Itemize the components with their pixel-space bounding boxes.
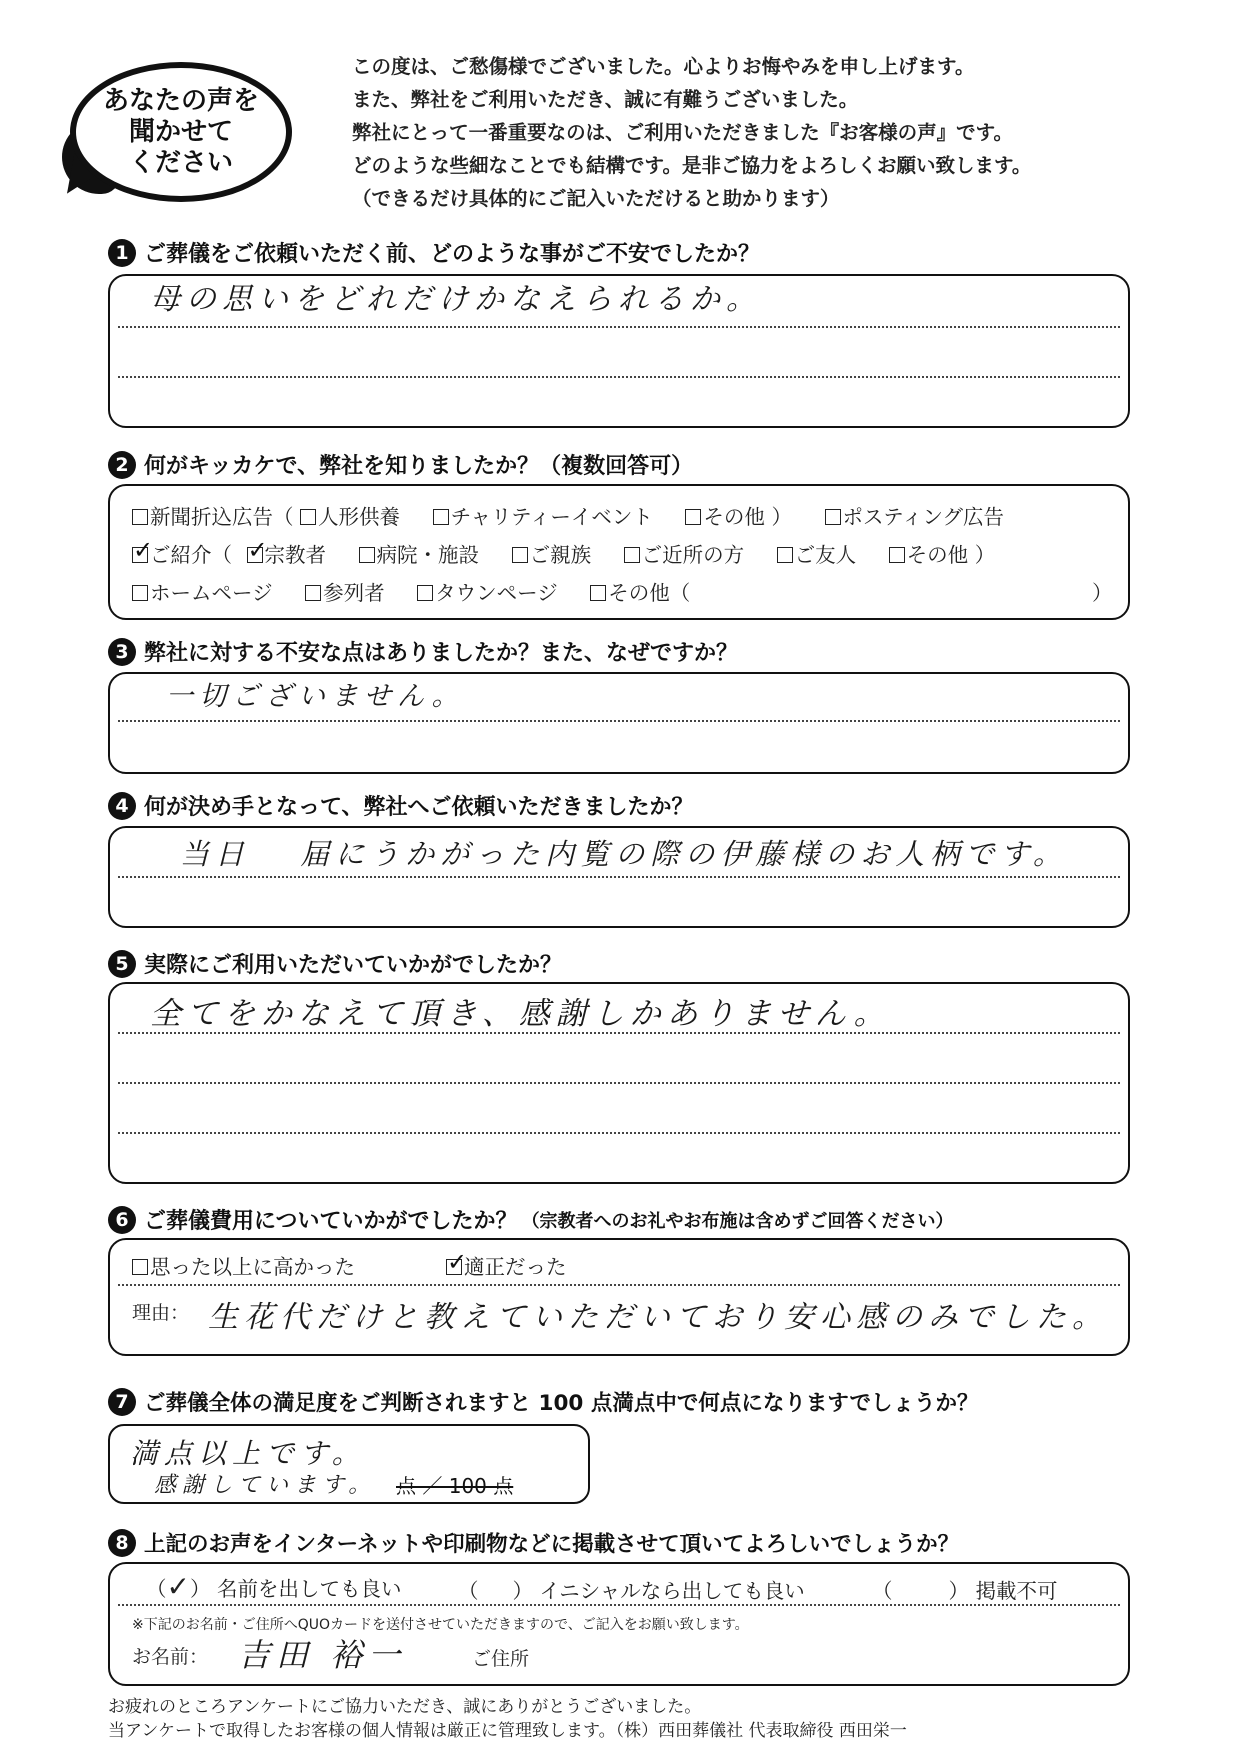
question-number: 8 — [108, 1529, 136, 1557]
checkbox[interactable] — [825, 509, 841, 525]
checkbox-checked[interactable] — [247, 547, 263, 563]
handwritten-answer: 当日 届にうかがった内覧の際の伊藤様のお人柄です。 — [180, 837, 1068, 871]
option-label: チャリティーイベント — [450, 505, 653, 529]
intro-line: （できるだけ具体的にご記入いただけると助かります） — [352, 187, 840, 210]
dotted-line — [118, 326, 1120, 328]
question-text: 実際にご利用いただいていかがでしたか？ — [144, 953, 563, 978]
checkbox[interactable] — [590, 585, 606, 601]
handwritten-score-line2: 感謝しています。 — [154, 1473, 377, 1498]
question-text: 弊社に対する不安な点はありましたか？また、なぜですか？ — [144, 641, 739, 666]
option-close-paren: ） — [1092, 581, 1113, 605]
question-7 — [108, 1386, 979, 1417]
option-label: ポスティング広告 — [842, 505, 1005, 529]
answer-box-3[interactable] — [108, 672, 1130, 774]
option-row-3 — [132, 576, 690, 606]
option-label: ご友人 — [794, 543, 857, 567]
handwritten-answer: 母の思いをどれだけかなえられるか。 — [150, 282, 762, 317]
option-label: 病院・施設 — [376, 543, 480, 567]
answer-box-4[interactable] — [108, 826, 1130, 928]
paren: （ — [872, 1579, 893, 1603]
paren: ） — [189, 1577, 211, 1601]
option-label: タウンページ — [435, 581, 558, 605]
checkbox[interactable] — [132, 585, 148, 601]
question-number: 7 — [108, 1388, 136, 1416]
checkbox[interactable] — [359, 547, 375, 563]
option-label: ご親族 — [529, 543, 592, 567]
question-1 — [108, 237, 760, 268]
checkbox[interactable] — [624, 547, 640, 563]
paren: ） — [948, 1579, 969, 1603]
dotted-line — [118, 1032, 1120, 1034]
option-row-2 — [132, 538, 995, 568]
option-label: ご紹介（ — [150, 543, 232, 567]
option-label: 名前を出しても良い — [217, 1577, 402, 1601]
footer-privacy: 当アンケートで取得したお客様の個人情報は厳正に管理致します。（株）西田葬儀社 代表取締役 西田栄一 — [108, 1721, 907, 1741]
intro-line: 弊社にとって一番重要なのは、ご利用いただきました『お客様の声』です。 — [352, 121, 1014, 144]
score-label: 点 ／ 100 点 — [396, 1474, 514, 1498]
score-box[interactable] — [108, 1424, 590, 1504]
publish-option-3[interactable] — [872, 1574, 1058, 1604]
checkbox[interactable] — [512, 547, 528, 563]
option-label: 人形供養 — [318, 505, 401, 529]
checkbox[interactable] — [132, 509, 148, 525]
quo-note: ※下記のお名前・ご住所へQUOカードを送付させていただきますので、ご記入をお願い致します。 — [132, 1617, 749, 1633]
option-row-1 — [132, 500, 1004, 530]
option-row-6b — [446, 1250, 567, 1280]
checkbox[interactable] — [889, 547, 905, 563]
checkbox[interactable] — [433, 509, 449, 525]
question-text: ご葬儀をご依頼いただく前、どのような事がご不安でしたか？ — [144, 242, 761, 267]
handwritten-reason[interactable]: 生花代だけと教えていただいており安心感のみでした。 — [208, 1300, 1108, 1335]
checkbox[interactable] — [417, 585, 433, 601]
question-2 — [108, 449, 693, 480]
handwritten-score-line1: 満点以上です。 — [130, 1437, 366, 1470]
dotted-line — [118, 1284, 1120, 1286]
dotted-line — [118, 1604, 1120, 1606]
dotted-line — [118, 1082, 1120, 1084]
bubble-line: 聞かせて — [128, 116, 233, 147]
option-label: ホームページ — [150, 581, 273, 605]
question-text: ご葬儀全体の満足度をご判断されますと 100 点満点中で何点になりますでしょうか？ — [144, 1391, 979, 1416]
option-label: その他 ） — [703, 505, 792, 529]
voice-bubble — [70, 62, 292, 202]
option-label: 参列者 — [323, 581, 385, 605]
question-3 — [108, 636, 738, 667]
bubble-line: ください — [128, 147, 233, 178]
handwritten-name[interactable]: 吉田 裕一 — [238, 1636, 407, 1674]
checkbox[interactable] — [777, 547, 793, 563]
publish-option-2[interactable] — [458, 1574, 805, 1604]
question-text: 上記のお声をインターネットや印刷物などに掲載させて頂いてよろしいでしょうか？ — [144, 1532, 960, 1557]
question-text: 何が決め手となって、弊社へご依頼いただきましたか？ — [144, 795, 694, 820]
question-number: 6 — [108, 1206, 136, 1234]
address-label: ご住所 — [472, 1648, 530, 1670]
intro-text — [352, 50, 1212, 215]
checkbox[interactable] — [300, 509, 316, 525]
check-mark-icon: ✓ — [166, 1570, 190, 1603]
footer-thanks: お疲れのところアンケートにご協力いただき、誠にありがとうございました。 — [108, 1697, 702, 1717]
dotted-line — [118, 376, 1120, 378]
option-label: 宗教者 — [264, 543, 327, 567]
name-label: お名前： — [132, 1646, 209, 1668]
dotted-line — [118, 876, 1120, 878]
question-text: ご葬儀費用についていかがでしたか？ — [144, 1209, 518, 1234]
option-label: イニシャルなら出しても良い — [539, 1579, 805, 1603]
publish-option-1[interactable] — [146, 1570, 402, 1603]
question-4 — [108, 790, 694, 821]
question-number: 4 — [108, 792, 136, 820]
question-number: 3 — [108, 638, 136, 666]
question-6 — [108, 1204, 954, 1235]
option-label: 掲載不可 — [975, 1579, 1058, 1603]
option-label: 思った以上に高かった — [150, 1255, 355, 1279]
question-number: 1 — [108, 239, 136, 267]
option-label: 適正だった — [464, 1255, 567, 1279]
option-row-6 — [132, 1250, 355, 1280]
answer-box-1[interactable] — [108, 274, 1130, 428]
dotted-line — [118, 720, 1120, 722]
option-label: 新聞折込広告（ — [150, 505, 294, 529]
dotted-line — [118, 1132, 1120, 1134]
checkbox[interactable] — [132, 1259, 148, 1275]
intro-line: この度は、ご愁傷様でございました。心よりお悔やみを申し上げます。 — [352, 55, 975, 78]
question-subtext: （宗教者へのお礼やお布施は含めずご回答ください） — [521, 1210, 954, 1232]
paren: （ — [146, 1577, 167, 1601]
question-text: 何がキッカケで、弊社を知りましたか？（複数回答可） — [144, 454, 694, 479]
bubble-line: あなたの声を — [102, 85, 259, 116]
question-8 — [108, 1527, 959, 1558]
checkbox-checked[interactable] — [132, 547, 148, 563]
paren: ） — [512, 1579, 533, 1603]
intro-line: また、弊社をご利用いただき、誠に有難うございました。 — [352, 88, 859, 111]
option-label: ご近所の方 — [641, 543, 745, 567]
question-5 — [108, 948, 562, 979]
checkbox[interactable] — [685, 509, 701, 525]
paren: （ — [458, 1579, 479, 1603]
handwritten-answer: 全てをかなえて頂き、感謝しかありません。 — [150, 996, 891, 1032]
option-label: その他（ — [608, 581, 691, 605]
reason-label: 理由： — [132, 1302, 190, 1324]
question-number: 5 — [108, 950, 136, 978]
answer-box-5[interactable] — [108, 982, 1130, 1184]
checkbox[interactable] — [305, 585, 321, 601]
option-label: その他 ） — [906, 543, 996, 567]
intro-line: どのような些細なことでも結構です。是非ご協力をよろしくお願い致します。 — [352, 154, 1032, 177]
question-number: 2 — [108, 451, 136, 479]
handwritten-answer: 一切ございません。 — [166, 681, 465, 712]
checkbox-checked[interactable] — [446, 1259, 462, 1275]
